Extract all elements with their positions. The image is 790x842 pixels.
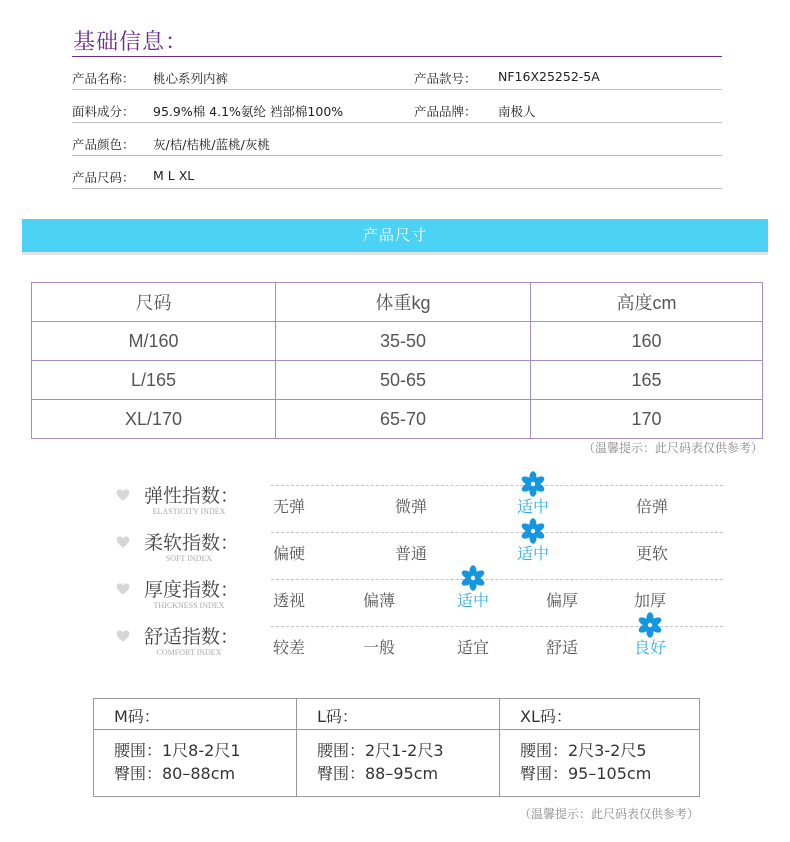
info-row-sizes (72, 156, 722, 189)
header-weight: 体重kg (276, 283, 531, 322)
basic-info-title: 基础信息： (73, 30, 189, 55)
info-row-fabric (72, 90, 722, 123)
index-subtitle: ELASTICITY INDEX (152, 507, 226, 516)
heart-icon (116, 488, 130, 502)
info-row-name (72, 57, 722, 90)
elasticity-index (112, 481, 732, 525)
fit-cell-xl (500, 730, 700, 797)
sizes-label: 产品尺码： (72, 170, 135, 185)
heart-icon (116, 629, 130, 643)
cell-height: 160 (531, 322, 763, 361)
product-code-label: 产品款号： (414, 71, 477, 86)
index-dashed-line (271, 485, 723, 486)
brand-value: 南极人 (498, 104, 536, 119)
index-option: 加厚 (633, 591, 666, 610)
hip-value: 臀围：80–88cm (114, 764, 236, 783)
index-option: 更软 (635, 544, 668, 563)
fit-table-tip: （温馨提示：此尺码表仅供参考） (518, 807, 699, 821)
index-subtitle: SOFT INDEX (165, 554, 213, 563)
size-table (31, 282, 763, 439)
index-option: 微弹 (394, 497, 427, 516)
cell-weight: 65-70 (276, 400, 531, 439)
product-name-value: 桃心系列内裤 (153, 71, 229, 86)
heart-icon (116, 535, 130, 549)
cell-size: L/165 (32, 361, 276, 400)
index-option: 偏硬 (272, 544, 305, 563)
index-dashed-line (271, 579, 723, 580)
info-row-colors (72, 123, 722, 156)
header-height: 高度cm (531, 283, 763, 322)
index-option: 一般 (362, 638, 395, 657)
header-size: 尺码 (32, 283, 276, 322)
cell-weight: 50-65 (276, 361, 531, 400)
waist-value: 腰围：2尺3-2尺5 (520, 741, 647, 760)
colors-value: 灰/桔/桔桃/蓝桃/灰桃 (153, 137, 270, 152)
index-option-selected: 适中 (456, 591, 489, 610)
index-option: 普通 (394, 544, 427, 563)
index-title: 厚度指数： (144, 579, 240, 601)
flower-icon (520, 518, 546, 544)
flower-icon (637, 612, 663, 638)
product-code-value: NF16X25252-5A (498, 69, 600, 84)
fit-table-body (94, 730, 700, 797)
flower-icon (460, 565, 486, 591)
brand-label: 产品品牌： (414, 104, 477, 119)
product-name-label: 产品名称： (72, 71, 135, 86)
index-option: 偏厚 (545, 591, 578, 610)
index-option-selected: 良好 (633, 638, 666, 657)
index-option: 较差 (272, 638, 305, 657)
hip-value: 臀围：95–105cm (520, 764, 652, 783)
cell-weight: 35-50 (276, 322, 531, 361)
index-option: 无弹 (272, 497, 305, 516)
fit-size-m: M码： (94, 699, 297, 730)
table-row (32, 400, 763, 439)
heart-icon (116, 582, 130, 596)
cell-size: XL/170 (32, 400, 276, 439)
fit-size-l: L码： (297, 699, 500, 730)
index-option-selected: 适中 (516, 497, 549, 516)
sizes-value: M L XL (153, 168, 195, 183)
index-dashed-line (271, 532, 723, 533)
fabric-value: 95.9%棉 4.1%氨纶 裆部棉100% (153, 104, 344, 119)
cell-size: M/160 (32, 322, 276, 361)
size-banner: 产品尺寸 (22, 219, 768, 252)
index-option: 偏薄 (362, 591, 395, 610)
index-option-selected: 适中 (516, 544, 549, 563)
fit-table (93, 698, 700, 797)
fit-cell-l (297, 730, 500, 797)
fit-cell-m (94, 730, 297, 797)
waist-value: 腰围：2尺1-2尺3 (317, 741, 444, 760)
colors-label: 产品颜色： (72, 137, 135, 152)
index-title: 舒适指数： (144, 626, 240, 648)
waist-value: 腰围：1尺8-2尺1 (114, 741, 241, 760)
size-table-header (32, 283, 763, 322)
index-title: 弹性指数： (144, 485, 240, 507)
table-row (32, 361, 763, 400)
fit-table-header (94, 699, 700, 730)
cell-height: 165 (531, 361, 763, 400)
fit-size-xl: XL码： (500, 699, 700, 730)
index-subtitle: COMFORT INDEX (156, 648, 222, 657)
banner-shadow (22, 252, 768, 255)
index-option: 倍弹 (635, 497, 668, 516)
flower-icon (520, 471, 546, 497)
table-row (32, 322, 763, 361)
cell-height: 170 (531, 400, 763, 439)
fabric-label: 面料成分： (72, 104, 135, 119)
index-subtitle: THICKNESS INDEX (153, 601, 225, 610)
index-option: 适宜 (456, 638, 489, 657)
index-option: 透视 (272, 591, 305, 610)
size-table-tip: （温馨提示：此尺码表仅供参考） (582, 441, 763, 455)
index-title: 柔软指数： (144, 532, 240, 554)
hip-value: 臀围：88–95cm (317, 764, 439, 783)
index-option: 舒适 (545, 638, 578, 657)
comfort-index (112, 622, 732, 666)
softness-index (112, 528, 732, 572)
